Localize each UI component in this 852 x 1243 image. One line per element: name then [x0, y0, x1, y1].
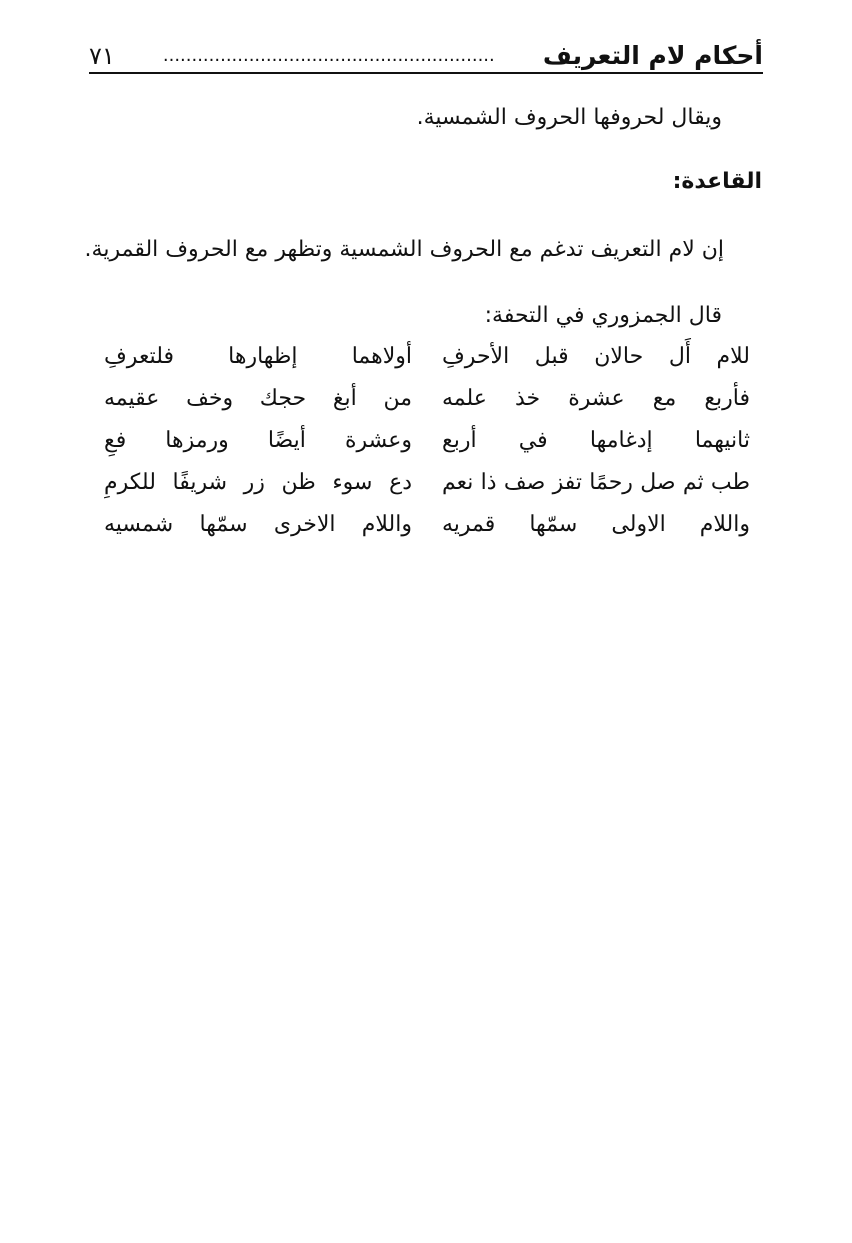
poem-verse	[104, 338, 750, 380]
poem-verse	[104, 464, 750, 506]
rule-paragraph: إن لام التعريف تدغم مع الحروف الشمسية وتظهر مع الحروف القمرية.	[84, 237, 724, 262]
running-title: أحكام لام التعريف	[542, 41, 763, 70]
poem-intro: قال الجمزوري في التحفة:	[484, 303, 722, 328]
verse-first-hemistich: فأربع مع عشرة خذ علمه	[442, 386, 750, 411]
paragraph-shamsi-letters: ويقال لحروفها الحروف الشمسية.	[416, 105, 722, 130]
verse-second-hemistich: من أبغ حجك وخف عقيمه	[104, 386, 412, 411]
poem-verse	[104, 506, 750, 548]
verse-first-hemistich: ثانيهما إدغامها في أربع	[442, 428, 750, 453]
poem-verse	[104, 380, 750, 422]
poem-verse	[104, 422, 750, 464]
running-header	[89, 34, 763, 74]
poem-block	[104, 338, 750, 548]
verse-second-hemistich: واللام الاخرى سمّها شمسيه	[104, 512, 412, 537]
verse-first-hemistich: طب ثم صل رحمًا تفز صف ذا نعم	[442, 470, 750, 495]
verse-second-hemistich: دع سوء ظن زر شريفًا للكرمِ	[104, 470, 412, 495]
rule-heading: القاعدة:	[672, 169, 762, 194]
verse-second-hemistich: أولاهما إظهارها فلتعرفِ	[104, 344, 412, 369]
verse-second-hemistich: وعشرة أيضًا ورمزها فعِ	[104, 428, 412, 453]
verse-first-hemistich: واللام الاولى سمّها قمريه	[442, 512, 750, 537]
leader-dots: ..........................................................	[162, 45, 495, 66]
page-number: ٧١	[89, 42, 115, 70]
verse-first-hemistich: للام أَل حالان قبل الأحرفِ	[442, 344, 750, 369]
